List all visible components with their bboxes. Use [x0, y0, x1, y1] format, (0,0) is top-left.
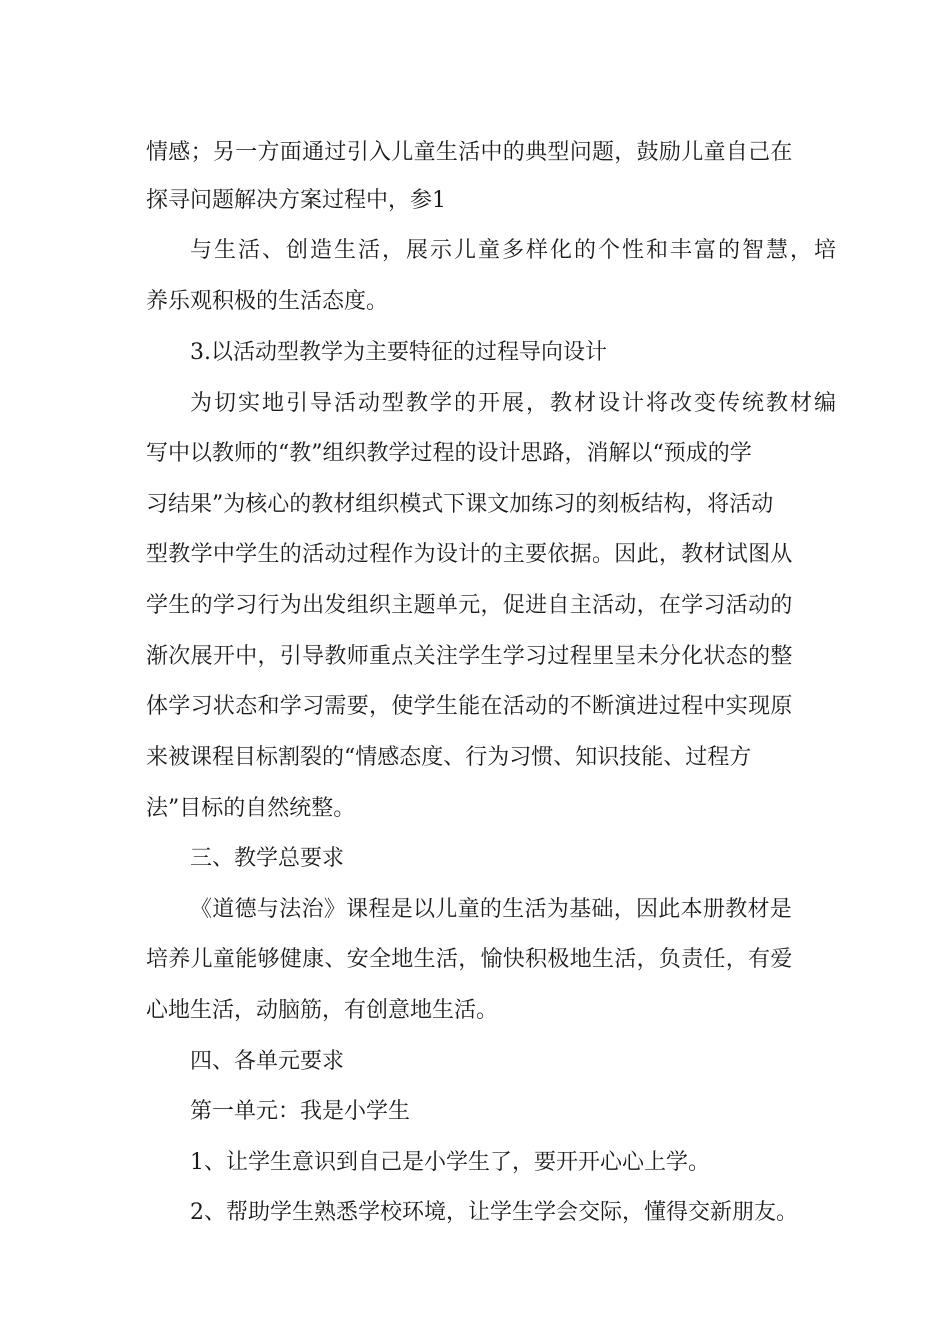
text-line: 习结果”为核心的教材组织模式下课文加练习的刻板结构，将活动 [146, 492, 774, 517]
text-line: 为切实地引导活动型教学的开展，教材设计将改变传统教材编 [190, 391, 839, 416]
text-line: 型教学中学生的活动过程作为设计的主要依据。因此，教材试图从 [146, 542, 793, 567]
text-line: 养乐观积极的生活态度。 [146, 289, 389, 314]
text-line: 学生的学习行为出发组织主题单元，促进自主活动，在学习活动的 [146, 593, 793, 618]
text-line: 法”目标的自然统整。 [146, 796, 356, 821]
unit-heading: 第一单元：我是小学生 [190, 1099, 411, 1124]
text-line: 《道德与法治》课程是以儿童的生活为基础，因此本册教材是 [190, 897, 793, 922]
text-line: 情感；另一方面通过引入儿童生活中的典型问题，鼓励儿童自己在 [146, 140, 793, 165]
list-item: 1、让学生意识到自己是小学生了，要开开心心上学。 [190, 1150, 710, 1175]
text-line: 来被课程目标割裂的“情感态度、行为习惯、知识技能、过程方 [146, 745, 752, 770]
text-line: 渐次展开中，引导教师重点关注学生学习过程里呈未分化状态的整 [146, 644, 793, 669]
section-heading: 3.以活动型教学为主要特征的过程导向设计 [190, 340, 607, 365]
text-line: 体学习状态和学习需要，使学生能在活动的不断演进过程中实现原 [146, 694, 793, 719]
list-item: 2、帮助学生熟悉学校环境，让学生学会交际，懂得交新朋友。 [190, 1200, 798, 1225]
text-line: 与生活、创造生活，展示儿童多样化的个性和丰富的智慧，培 [190, 238, 839, 263]
text-line: 探寻问题解决方案过程中，参1 [146, 188, 446, 213]
text-line: 写中以教师的“教”组织教学过程的设计思路，消解以“预成的学 [146, 441, 752, 466]
section-heading: 三、教学总要求 [190, 846, 345, 871]
section-heading: 四、各单元要求 [190, 1049, 345, 1074]
text-line: 培养儿童能够健康、安全地生活，愉快积极地生活，负责任，有爱 [146, 947, 793, 972]
text-line: 心地生活，动脑筋，有创意地生活。 [146, 998, 499, 1023]
